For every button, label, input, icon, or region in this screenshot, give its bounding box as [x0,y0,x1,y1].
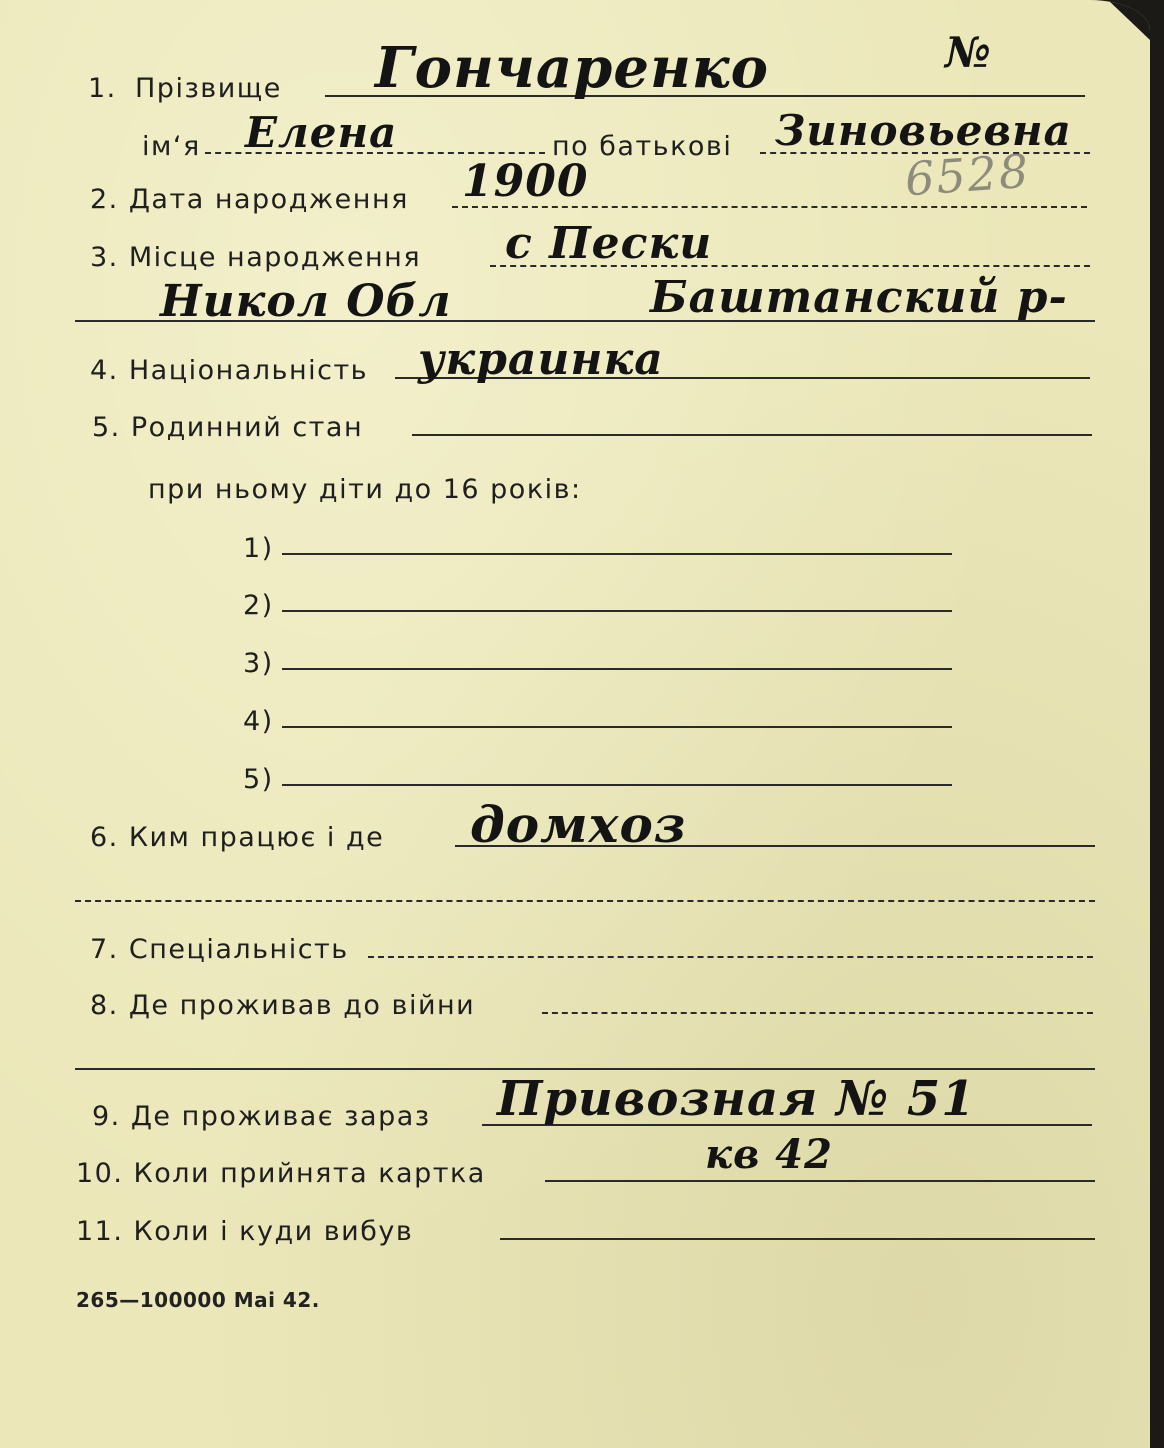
nationality-value: украинка [418,334,664,385]
specialty-line [368,956,1093,958]
current-residence-label: 9. Де проживає зараз [92,1101,431,1132]
apartment-value: кв 42 [705,1131,833,1178]
occupation-label: 6. Ким працює і де [90,822,385,853]
marital-status-label: 5. Родинний стан [92,412,364,443]
child-5-number: 5) [243,764,274,795]
departure-line [500,1238,1095,1240]
specialty-label: 7. Спеціальність [90,934,349,965]
child-2-number: 2) [243,590,274,621]
print-run-note: 265—100000 Mai 42. [76,1288,320,1312]
birth-date-value: 1900 [462,156,589,207]
prewar-residence-line-2 [75,1068,1095,1070]
torn-corner [1080,0,1150,40]
field-1-number: 1. [88,73,117,104]
patronymic-value: Зиновьевна [775,106,1072,155]
child-1-line [282,553,952,555]
birthplace-value-2a: Никол Обл [160,276,452,327]
surname-label: Прізвище [135,73,282,104]
patronymic-label: по батькові [552,131,733,162]
archive-number-stamp: 6528 [903,143,1032,207]
marital-status-line [412,434,1092,436]
birthplace-value-1: с Пески [505,218,713,269]
birthplace-value-2b: Баштанский р- [650,272,1068,323]
children-label: при ньому діти до 16 років: [148,474,582,505]
number-sign: № [945,28,992,77]
birth-date-label: 2. Дата народження [90,184,409,215]
child-1-number: 1) [243,533,274,564]
current-residence-value: Привозная № 51 [497,1071,976,1127]
birthplace-label: 3. Місце народження [90,242,422,273]
surname-value: Гончаренко [375,35,770,101]
nationality-label: 4. Національність [90,355,369,386]
child-2-line [282,610,952,612]
card-accepted-label: 10. Коли прийнята картка [76,1158,486,1189]
prewar-residence-line [542,1012,1093,1014]
prewar-residence-label: 8. Де проживав до війни [90,990,476,1021]
departure-label: 11. Коли і куди вибув [76,1216,414,1247]
child-5-line [282,784,952,786]
occupation-line-2 [75,900,1095,902]
first-name-value: Елена [245,108,398,157]
card-accepted-line [545,1180,1095,1182]
child-3-number: 3) [243,648,274,679]
child-4-number: 4) [243,706,274,737]
first-name-label: ім‘я [142,131,201,162]
child-3-line [282,668,952,670]
child-4-line [282,726,952,728]
birthplace-line-2 [75,320,1095,322]
occupation-value: домхоз [470,795,687,854]
